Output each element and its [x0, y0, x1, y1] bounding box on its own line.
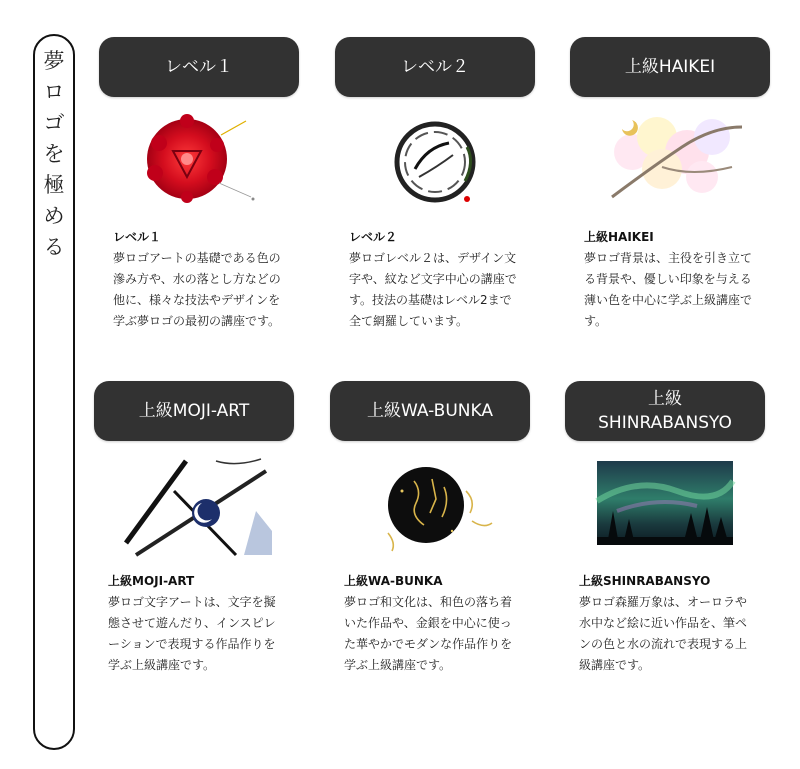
pastel-tree-artwork-icon[interactable]: [592, 107, 748, 217]
title-char: め: [43, 204, 65, 228]
title-char: ゴ: [43, 111, 65, 135]
course-description-level2: [349, 227, 519, 332]
course-name: レベル１: [113, 230, 162, 244]
course-description-text: 夢ロゴ森羅万象は、オーロラや水中など絵に近い作品を、筆ペンの色と水の流れで表現する上級講座です。: [579, 595, 748, 672]
gold-calligraphy-artwork-icon[interactable]: [352, 451, 508, 561]
course-button-wa-bunka[interactable]: 上級WA-BUNKA: [330, 381, 530, 441]
course-description-text: 夢ロゴ背景は、主役を引き立てる背景や、優しい印象を与える薄い色を中心に学ぶ上級講座です。: [584, 251, 753, 328]
course-card-haikei: [570, 37, 770, 328]
title-char: を: [43, 142, 65, 166]
course-description-text: 夢ロゴレベル２は、デザイン文字や、紋など文字中心の講座です。技法の基礎はレベル2まで全て網羅しています。: [349, 251, 517, 328]
course-name: 上級SHINRABANSYO: [579, 574, 711, 588]
aurora-forest-artwork-icon[interactable]: [587, 451, 743, 561]
course-button-level1[interactable]: レベル１: [99, 37, 299, 97]
course-description-text: 夢ロゴ文字アートは、文字を擬態させて遊んだり、インスピレーションで表現する作品作りを学ぶ上級講座です。: [108, 595, 276, 672]
course-card-level1: [99, 37, 299, 328]
course-button-level2[interactable]: レベル２: [335, 37, 535, 97]
course-card-level2: [335, 37, 535, 328]
course-name: 上級WA-BUNKA: [344, 574, 443, 588]
course-description-wa-bunka: [344, 571, 514, 676]
title-char: ロ: [43, 80, 65, 104]
course-description-text: 夢ロゴアートの基礎である色の滲み方や、水の落とし方などの他に、様々な技法やデザインを学ぶ夢ロゴの最初の講座です。: [113, 251, 281, 328]
course-card-moji-art: [94, 381, 294, 672]
course-description-shinrabansyo: [579, 571, 749, 676]
course-name: 上級HAIKEI: [584, 230, 654, 244]
course-button-moji-art[interactable]: 上級MOJI-ART: [94, 381, 294, 441]
course-description-moji-art: [108, 571, 278, 676]
title-char: る: [43, 235, 65, 259]
vertical-page-title: [33, 34, 75, 750]
course-name: 上級MOJI-ART: [108, 574, 195, 588]
course-description-haikei: [584, 227, 754, 332]
title-char: 夢: [43, 49, 65, 73]
course-button-haikei[interactable]: 上級HAIKEI: [570, 37, 770, 97]
course-button-shinrabansyo[interactable]: 上級 SHINRABANSYO: [565, 381, 765, 441]
course-description-level1: [113, 227, 283, 332]
ink-circle-artwork-icon[interactable]: [357, 107, 513, 217]
moon-letter-artwork-icon[interactable]: [116, 451, 272, 561]
course-name: レベル２: [349, 230, 398, 244]
red-flower-artwork-icon[interactable]: [121, 107, 277, 217]
course-description-text: 夢ロゴ和文化は、和色の落ち着いた作品や、金銀を中心に使った華やかでモダンな作品作りを学ぶ上級講座です。: [344, 595, 513, 672]
course-card-shinrabansyo: [565, 381, 765, 672]
title-char: 極: [43, 173, 65, 197]
course-card-wa-bunka: [330, 381, 530, 672]
